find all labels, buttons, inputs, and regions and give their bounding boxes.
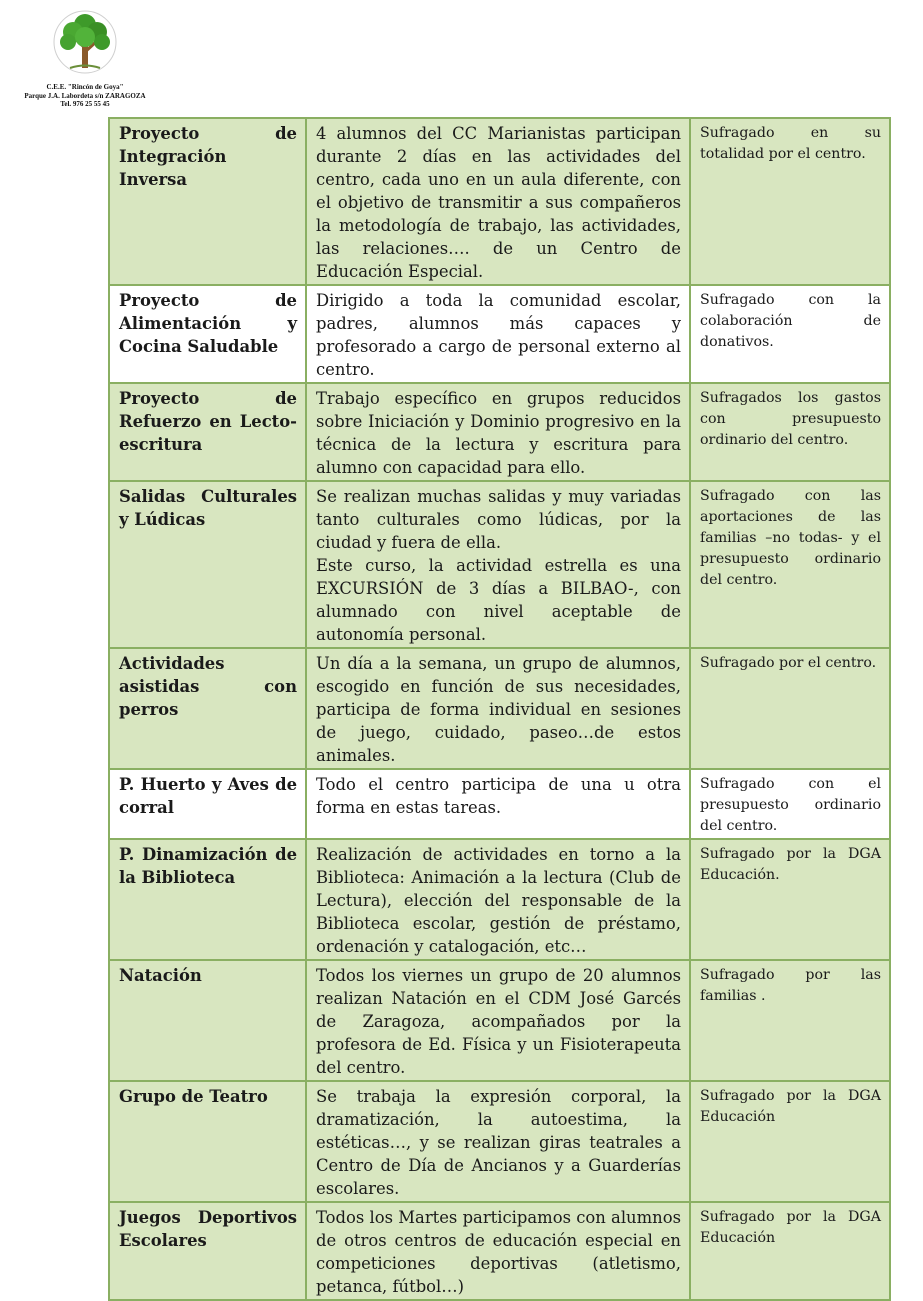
description-paragraph: Dirigido a toda la comunidad escolar, padres, alumnos más capaces y profesorado a cargo de personal externo al centro. xyxy=(316,291,681,379)
school-address: Parque J.A. Labordeta s/n ZARAGOZA xyxy=(24,91,146,100)
project-name: Actividades asistidas con perros xyxy=(109,648,306,769)
project-funding: Sufragado por la DGA Educación xyxy=(690,1081,890,1202)
table-row xyxy=(109,1081,890,1202)
project-description xyxy=(306,481,690,648)
description-paragraph: Un día a la semana, un grupo de alumnos, escogido en función de sus necesidades, participa de forma individual en sesiones de juego, cuidado, paseo…de estos animales. xyxy=(316,654,681,765)
school-info xyxy=(10,83,160,109)
project-description xyxy=(306,285,690,383)
description-paragraph: Todos los Martes participamos con alumnos de otros centros de educación especial en competiciones deportivas (atletismo, petanca, fútbol…) xyxy=(316,1208,681,1296)
school-logo xyxy=(10,8,160,106)
table-row xyxy=(109,648,890,769)
description-paragraph: Se trabaja la expresión corporal, la dramatización, la autoestima, la estéticas…, y se realizan giras teatrales a Centro de Día de Ancianos y a Guarderías escolares. xyxy=(316,1087,681,1198)
tree-icon xyxy=(30,8,140,80)
project-funding: Sufragado con el presupuesto ordinario del centro. xyxy=(690,769,890,839)
project-funding: Sufragado por las familias . xyxy=(690,960,890,1081)
table-row xyxy=(109,383,890,481)
description-paragraph: Este curso, la actividad estrella es una EXCURSIÓN de 3 días a BILBAO-, con alumnado con nivel aceptable de autonomía personal. xyxy=(316,556,681,644)
project-description xyxy=(306,960,690,1081)
project-description xyxy=(306,1081,690,1202)
projects-table-body xyxy=(109,118,890,1300)
project-name: Salidas Culturales y Lúdicas xyxy=(109,481,306,648)
table-row xyxy=(109,1202,890,1300)
description-paragraph: Trabajo específico en grupos reducidos sobre Iniciación y Dominio progresivo en la técnica de la lectura y escritura para alumno con capacidad para ello. xyxy=(316,389,681,477)
table-row xyxy=(109,481,890,648)
table-row xyxy=(109,769,890,839)
project-name: P. Dinamización de la Biblioteca xyxy=(109,839,306,960)
project-description xyxy=(306,769,690,839)
projects-table xyxy=(108,117,891,1301)
description-paragraph: Realización de actividades en torno a la Biblioteca: Animación a la lectura (Club de Lectura), elección del responsable de la Biblioteca escolar, gestión de préstamo, ordenación y catalogación, etc… xyxy=(316,845,681,956)
project-funding: Sufragado con las aportaciones de las familias –no todas- y el presupuesto ordinario del centro. xyxy=(690,481,890,648)
project-description xyxy=(306,383,690,481)
school-phone: Tel. 976 25 55 45 xyxy=(60,100,110,108)
table-row xyxy=(109,839,890,960)
table-row xyxy=(109,118,890,285)
project-name: Grupo de Teatro xyxy=(109,1081,306,1202)
project-description xyxy=(306,648,690,769)
table-row xyxy=(109,285,890,383)
description-paragraph: Se realizan muchas salidas y muy variadas tanto culturales como lúdicas, por la ciudad y fuera de ella. xyxy=(316,487,681,552)
project-funding: Sufragado con la colaboración de donativos. xyxy=(690,285,890,383)
project-name: Proyecto de Alimentación y Cocina Saludable xyxy=(109,285,306,383)
project-name: Natación xyxy=(109,960,306,1081)
project-funding: Sufragado en su totalidad por el centro. xyxy=(690,118,890,285)
description-paragraph: Todos los viernes un grupo de 20 alumnos realizan Natación en el CDM José Garcés de Zaragoza, acompañados por la profesora de Ed. Física y un Fisioterapeuta del centro. xyxy=(316,966,681,1077)
project-funding: Sufragado por el centro. xyxy=(690,648,890,769)
description-paragraph: 4 alumnos del CC Marianistas participan durante 2 días en las actividades del centro, cada uno en un aula diferente, con el objetivo de transmitir a sus compañeros la metodología de trabajo, las actividades, las relaciones…. de un Centro de Educación Especial. xyxy=(316,124,681,281)
school-name: C.E.E. "Rincón de Goya" xyxy=(46,83,124,91)
project-description xyxy=(306,118,690,285)
project-description xyxy=(306,1202,690,1300)
project-name: Juegos Deportivos Escolares xyxy=(109,1202,306,1300)
project-funding: Sufragado por la DGA Educación. xyxy=(690,839,890,960)
project-name: Proyecto de Integración Inversa xyxy=(109,118,306,285)
description-paragraph: Todo el centro participa de una u otra forma en estas tareas. xyxy=(316,775,681,817)
table-row xyxy=(109,960,890,1081)
project-funding: Sufragados los gastos con presupuesto ordinario del centro. xyxy=(690,383,890,481)
project-name: Proyecto de Refuerzo en Lecto-escritura xyxy=(109,383,306,481)
project-name: P. Huerto y Aves de corral xyxy=(109,769,306,839)
project-description xyxy=(306,839,690,960)
project-funding: Sufragado por la DGA Educación xyxy=(690,1202,890,1300)
